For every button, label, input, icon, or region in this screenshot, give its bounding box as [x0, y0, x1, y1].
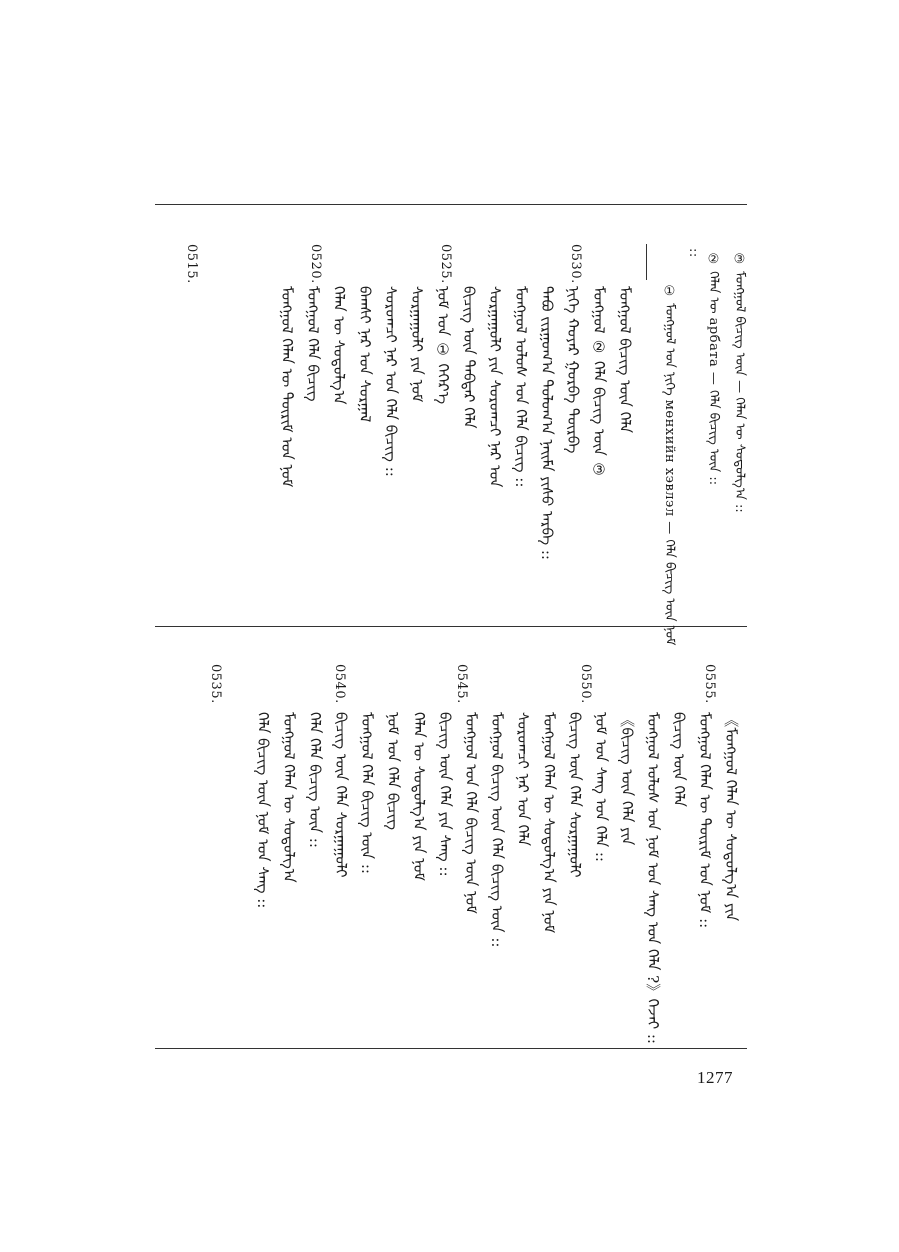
text-line: ᠮᠣᠩᠭᠣᠯ ᠤᠯᠤᠰ ᠤᠨ ᠨᠣᠮ ᠤᠨ ᠰᠠᠩ ᠤᠨ ᠬᠡᠯᠡ ?》ᠭᠡᠵᠡᠢ :: — [644, 712, 662, 1044]
text-line: ᠮᠣᠩᠭᠣᠯ ᠤᠨ ᠬᠡᠯᠡ ᠪᠢᠴᠢᠭ ᠦᠨ ᠨᠣᠮ — [462, 712, 480, 914]
text-line: ᠨᠢᠭᠡ ᠬᠣᠶᠠᠷ ᠭᠤᠷᠪᠠ ᠳᠥᠷᠪᠡ — [564, 286, 582, 454]
text-line: ᠮᠣᠩᠭᠣᠯ ᠬᠡᠯᠡᠨ ᠦ ᠳᠦᠷᠢᠮ ᠤᠨ ᠨᠣᠮ — [278, 286, 296, 488]
text-line: ᠮᠣᠩᠭᠣᠯ ᠤᠯᠤᠰ ᠤᠨ ᠬᠡᠯᠡ ᠪᠢᠴᠢᠭ :: — [512, 286, 530, 488]
footnote-2: ② ᠬᠡᠯᠡᠨ ᠦ арбата — ᠬᠡᠯᠡ ᠪᠢᠴᠢᠭ ᠦᠨ :: — [706, 252, 721, 486]
text-line: ᠪᠠᠭᠰᠢ ᠨᠠᠷ ᠤᠨ ᠰᠤᠷᠭᠠᠯ — [356, 286, 374, 423]
text-line: ᠮᠣᠩᠭᠣᠯ ᠬᠡᠯᠡ ᠪᠢᠴᠢᠭ — [304, 286, 322, 402]
text-line: ᠨᠣᠮ ᠤᠨ ① ᠬᠡᠭᠡᠷ᠎ᠡ — [434, 286, 452, 405]
text-line: ᠮᠣᠩᠭᠣᠯ ② ᠬᠡᠯᠡ ᠪᠢᠴᠢᠭ ᠦᠨ ③ — [590, 286, 608, 479]
text-line: ᠮᠣᠩᠭᠣᠯ ᠬᠡᠯᠡ ᠪᠢᠴᠢᠭ ᠦᠨ :: — [358, 712, 376, 874]
line-number: 0555. — [702, 664, 717, 704]
line-number: 0535. — [208, 664, 223, 704]
text-line: ᠬᠡᠯᠡ ᠪᠢᠴᠢᠭ ᠦᠨ ᠨᠣᠮ ᠤᠨ ᠰᠠᠩ :: — [254, 712, 272, 909]
text-line: ᠰᠤᠷᠭᠠᠭᠤᠯᠢ ᠶᠢᠨ ᠨᠣᠮ — [408, 286, 426, 403]
line-number: 0525. — [438, 244, 453, 284]
text-line: ᠲᠠᠪᠤ ᠵᠢᠷᠭᠤᠭ᠎ᠠ ᠳᠣᠯᠣᠭ᠎ᠠ ᠨᠠᠢᠮᠠ ᠶᠢᠰᠦ ᠠᠷᠪᠠ :: — [538, 286, 556, 560]
text-line: ᠪᠢᠴᠢᠭ ᠦᠨ ᠬᠡᠯᠡ ᠶᠢᠨ ᠰᠠᠩ :: — [436, 712, 454, 877]
text-line: ᠮᠣᠩᠭᠣᠯ ᠬᠡᠯᠡᠨ ᠦ ᠰᠤᠳᠤᠯᠭ᠎ᠠ — [280, 712, 298, 883]
top-rule — [155, 204, 747, 205]
text-line: 《ᠪᠢᠴᠢᠭ ᠦᠨ ᠬᠡᠯᠡ ᠶᠢᠨ — [618, 712, 636, 846]
line-number: 0520. — [308, 244, 323, 284]
footnote-mark: :: — [686, 248, 701, 258]
text-line: ᠮᠣᠩᠭᠣᠯ ᠪᠢᠴᠢᠭ ᠦᠨ ᠬᠡᠯᠡ ᠪᠢᠴᠢᠭ ᠦᠨ :: — [488, 712, 506, 948]
text-line: 《ᠮᠣᠩᠭᠣᠯ ᠬᠡᠯᠡᠨ ᠦ ᠰᠤᠳᠤᠯᠭ᠎ᠠ ᠶᠢᠨ — [722, 712, 740, 922]
line-number: 0530. — [568, 244, 583, 284]
text-line: ᠮᠣᠩᠭᠣᠯ ᠬᠡᠯᠡᠨ ᠦ ᠳᠦᠷᠢᠮ ᠤᠨ ᠨᠣᠮ :: — [696, 712, 714, 929]
text-line: ᠰᠤᠷᠤᠭᠴᠢ ᠨᠠᠷ ᠤᠨ ᠬᠡᠯᠡ — [514, 712, 532, 847]
text-line: ᠪᠢᠴᠢᠭ ᠦᠨ ᠬᠡᠯᠡ ᠰᠤᠷᠭᠠᠭᠤᠯᠢ — [332, 712, 350, 878]
text-line: ᠨᠣᠮ ᠤᠨ ᠬᠡᠯᠡ ᠪᠢᠴᠢᠭ — [384, 712, 402, 830]
footnote-separator — [646, 244, 647, 280]
text-line: ᠮᠣᠩᠭᠣᠯ ᠬᠡᠯᠡᠨ ᠦ ᠰᠤᠳᠤᠯᠭ᠎ᠠ ᠶᠢᠨ ᠨᠣᠮ — [540, 712, 558, 934]
text-line: ᠪᠢᠴᠢᠭ ᠦᠨ ᠳᠡᠪᠲᠡᠷ ᠬᠡᠯᠡ — [460, 286, 478, 429]
text-line: ᠬᠡᠯᠡ ᠬᠡᠯᠡ ᠪᠢᠴᠢᠭ ᠦᠨ :: — [306, 712, 324, 848]
footnote-1: ① ᠮᠣᠩᠭᠣᠯ ᠤᠨ ᠨᠢᠭᠡ мөнхийн хэвлэл — ᠬᠡᠯᠡ ᠪᠢᠴᠢᠭ ᠦᠨ ᠨᠣᠮ — [662, 284, 677, 646]
footnote-3: ③ ᠮᠣᠩᠭᠣᠯ ᠪᠢᠴᠢᠭ ᠦᠨ — ᠬᠡᠯᠡᠨ ᠦ ᠰᠤᠳᠤᠯᠭ᠎ᠠ :: — [732, 252, 747, 513]
text-line: ᠰᠤᠷᠤᠭᠴᠢ ᠨᠠᠷ ᠤᠨ ᠬᠡᠯᠡ ᠪᠢᠴᠢᠭ :: — [382, 286, 400, 477]
text-line: ᠪᠢᠴᠢᠭ ᠦᠨ ᠬᠡᠯᠡ ᠰᠤᠷᠭᠠᠭᠤᠯᠢ — [566, 712, 584, 878]
text-line: ᠨᠣᠮ ᠤᠨ ᠰᠠᠩ ᠤᠨ ᠬᠡᠯᠡ :: — [592, 712, 610, 862]
line-number: 0545. — [454, 664, 469, 704]
text-line: ᠬᠡᠯᠡᠨ ᠦ ᠰᠤᠳᠤᠯᠭ᠎ᠠ — [330, 286, 348, 405]
line-number: 0515. — [184, 244, 199, 284]
text-line: ᠪᠢᠴᠢᠭ ᠦᠨ ᠬᠡᠯᠡ — [670, 712, 688, 807]
text-line: ᠬᠡᠯᠡᠨ ᠦ ᠰᠤᠳᠤᠯᠭ᠎ᠠ ᠶᠢᠨ ᠨᠣᠮ — [410, 712, 428, 881]
text-line: ᠮᠣᠩᠭᠣᠯ ᠪᠢᠴᠢᠭ ᠦᠨ ᠬᠡᠯᠡ — [616, 286, 634, 434]
line-number: 0550. — [578, 664, 593, 704]
bottom-rule — [155, 1048, 747, 1049]
page-number: 1277 — [697, 1068, 733, 1087]
line-number: 0540. — [332, 664, 347, 704]
text-line: ᠰᠤᠷᠭᠠᠭᠤᠯᠢ ᠶᠢᠨ ᠰᠤᠷᠤᠭᠴᠢ ᠨᠠᠷ ᠤᠨ — [486, 286, 504, 488]
